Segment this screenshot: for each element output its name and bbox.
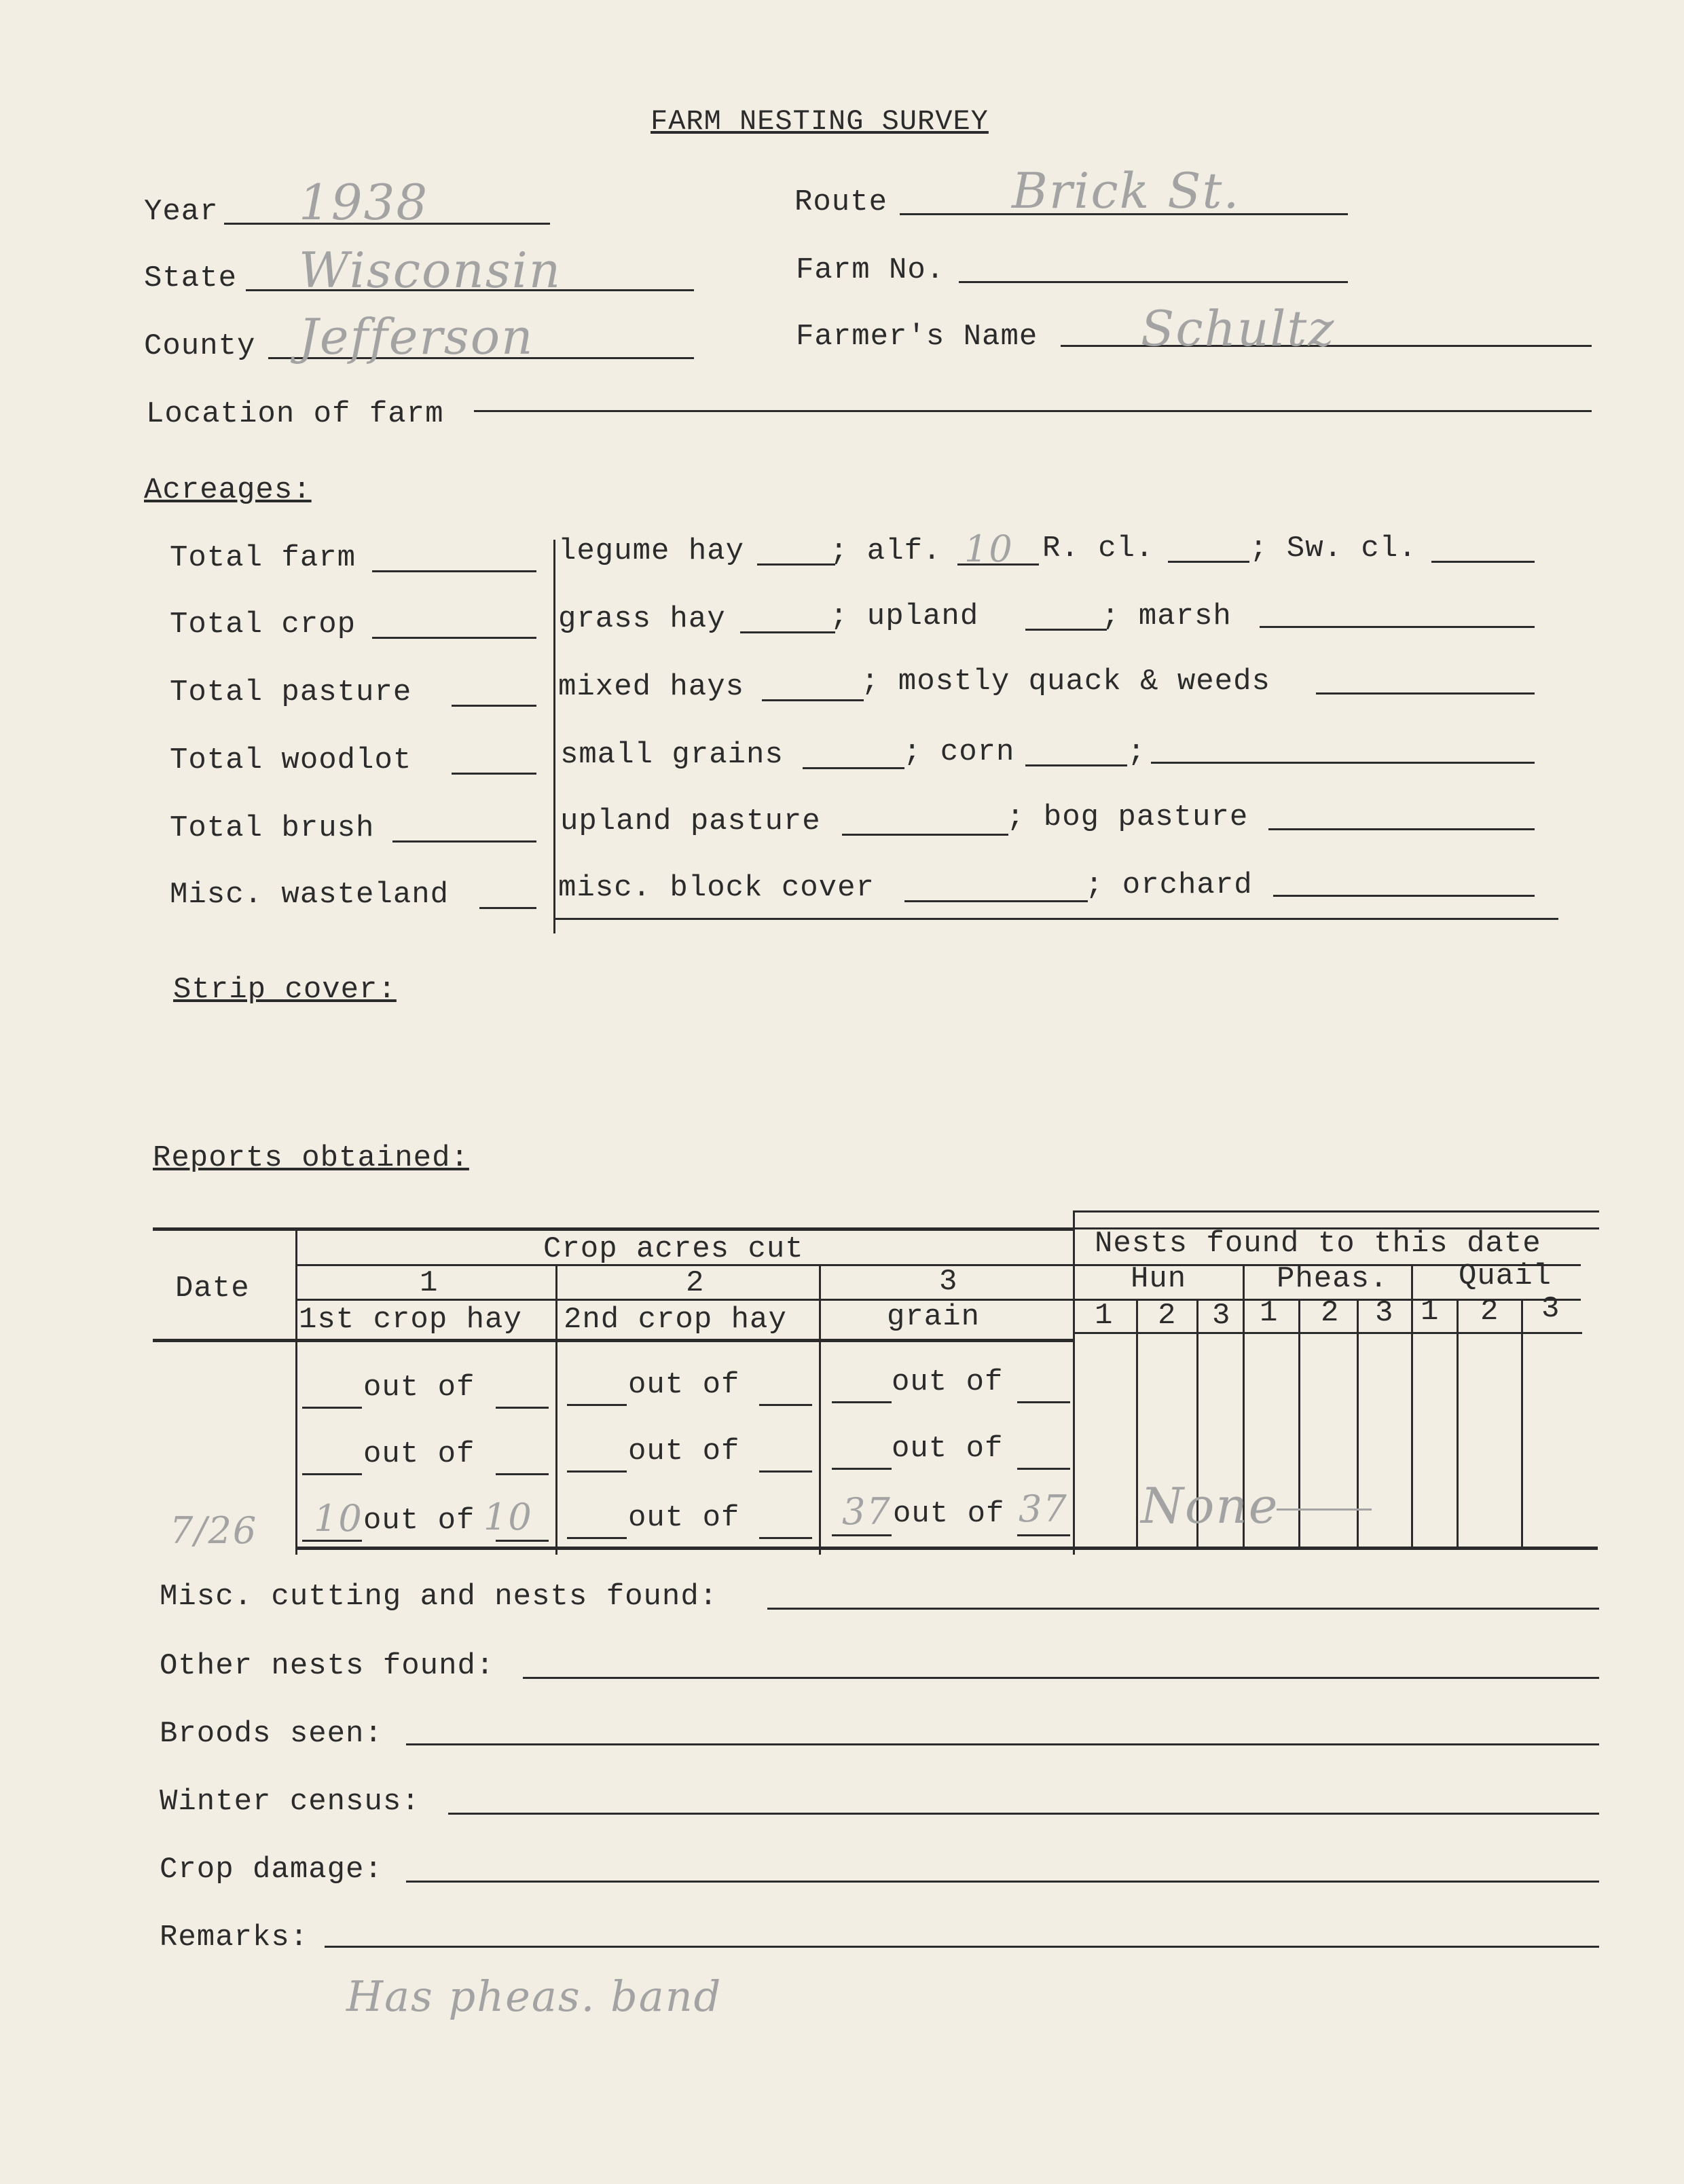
farm-no-line [959, 281, 1348, 283]
acreage-blank-line [372, 637, 536, 639]
table-top-rule-right [1073, 1210, 1599, 1213]
acreage-bottom-rule [553, 918, 1558, 920]
col1-name: 1st crop hay [299, 1303, 522, 1337]
date-header: Date [175, 1272, 250, 1306]
crop-damage-label: Crop damage: [160, 1853, 383, 1887]
winter-census-line [448, 1813, 1599, 1815]
table-header-bottom-rule-2 [1073, 1332, 1582, 1334]
acreage-blank-line [452, 773, 536, 775]
county-label: County [144, 329, 256, 363]
out-of-label: out of [363, 1437, 475, 1471]
county-value: Jefferson [299, 308, 534, 365]
blank-total [496, 1540, 549, 1542]
quail-3: 3 [1541, 1292, 1560, 1326]
table-vline [1073, 1212, 1075, 1555]
table-vline [1521, 1299, 1523, 1547]
pheas-3: 3 [1375, 1296, 1394, 1330]
col2-num: 2 [686, 1266, 705, 1300]
acreage-blank-line [1168, 561, 1249, 563]
species-hun: Hun [1131, 1262, 1187, 1296]
table-vline [555, 1264, 557, 1555]
grass-hay-label: grass hay [558, 602, 726, 636]
blank-total [496, 1473, 549, 1475]
acreage-blank-line [392, 840, 536, 843]
reports-heading: Reports obtained: [153, 1141, 469, 1175]
out-of-label: out of [628, 1501, 740, 1535]
remarks-label: Remarks: [160, 1921, 309, 1955]
out-of-label: out of [892, 1365, 1004, 1399]
location-label: Location of farm [146, 397, 444, 431]
other-nests-line [523, 1677, 1599, 1679]
blank-cut [567, 1404, 627, 1406]
acreage-blank-line [1025, 629, 1107, 631]
row4-semicolon: ; [1127, 735, 1146, 769]
acreage-blank-line [757, 563, 835, 566]
misc-cutting-line [767, 1608, 1599, 1610]
species-quail: Quail [1459, 1259, 1552, 1293]
alf-label: ; alf. [830, 534, 942, 568]
year-label: Year [144, 195, 219, 229]
acreage-blank-line [842, 834, 1008, 836]
out-of-label: out of [363, 1504, 475, 1538]
table-vline [819, 1264, 821, 1555]
corn-label: ; corn [903, 735, 1015, 769]
table-vline [295, 1229, 297, 1555]
route-value: Brick St. [1012, 162, 1241, 219]
row3-date: 7/26 [170, 1509, 258, 1552]
acreage-blank-line [1151, 762, 1535, 764]
acreage-blank-line [904, 900, 1088, 902]
alf-value: 10 [964, 528, 1014, 570]
broods-label: Broods seen: [160, 1717, 383, 1751]
quack-weeds-label: ; mostly quack & weeds [861, 665, 1270, 699]
blank-cut [832, 1468, 892, 1470]
pheas-1: 1 [1260, 1296, 1279, 1330]
blank-cut [302, 1473, 362, 1475]
blank-total [496, 1407, 549, 1409]
acreage-total-crop: Total crop [170, 608, 356, 642]
blank-cut [832, 1401, 892, 1403]
nests-note: None [1141, 1477, 1279, 1534]
hun-2: 2 [1158, 1299, 1177, 1333]
acreage-blank-line [1316, 692, 1535, 695]
acreage-total-woodlot: Total woodlot [170, 743, 412, 777]
acreage-blank-line [1431, 561, 1535, 563]
misc-cutting-label: Misc. cutting and nests found: [160, 1580, 718, 1614]
row3-col3-cut: 37 [842, 1490, 892, 1533]
nests-note-stroke [1277, 1509, 1372, 1511]
state-label: State [144, 261, 238, 295]
acreage-blank-line [1268, 828, 1535, 830]
col3-name: grain [887, 1300, 981, 1334]
red-clover-label: R. cl. [1042, 532, 1154, 566]
table-top-rule [153, 1227, 1073, 1231]
route-label: Route [794, 185, 888, 219]
hun-3: 3 [1212, 1299, 1231, 1333]
nests-header: Nests found to this date [1095, 1227, 1541, 1261]
blank-cut [302, 1540, 362, 1542]
blank-total [759, 1470, 812, 1473]
crop-acres-header: Crop acres cut [543, 1232, 804, 1266]
acreage-misc-wasteland: Misc. wasteland [170, 878, 450, 912]
strip-cover-label: Strip cover: [173, 973, 397, 1007]
blank-cut [832, 1534, 892, 1536]
table-vline [1136, 1299, 1138, 1547]
other-nests-label: Other nests found: [160, 1649, 495, 1683]
col3-num: 3 [939, 1265, 958, 1299]
out-of-label: out of [628, 1435, 740, 1468]
farmer-value: Schultz [1141, 300, 1336, 357]
acreage-blank-line [803, 767, 904, 769]
out-of-label: out of [628, 1368, 740, 1402]
acreage-total-pasture: Total pasture [170, 675, 412, 709]
blank-cut [567, 1470, 627, 1473]
quail-1: 1 [1421, 1295, 1440, 1329]
blank-total [1017, 1468, 1070, 1470]
mixed-hays-label: mixed hays [558, 670, 745, 704]
pheas-2: 2 [1321, 1296, 1340, 1330]
acreage-blank-line [1025, 764, 1127, 766]
table-bottom-rule [297, 1547, 1598, 1550]
upland-pasture-label: upland pasture [560, 804, 821, 838]
row3-col1-total: 10 [483, 1496, 533, 1538]
row3-col1-cut: 10 [314, 1497, 363, 1540]
crop-damage-line [406, 1881, 1599, 1883]
acreage-blank-line [372, 570, 536, 572]
form-title: FARM NESTING SURVEY [651, 105, 989, 138]
winter-census-label: Winter census: [160, 1785, 420, 1819]
acreage-blank-line [1273, 895, 1535, 897]
table-vline [1411, 1264, 1413, 1547]
farm-no-label: Farm No. [796, 253, 945, 287]
year-value: 1938 [299, 174, 429, 231]
quail-2: 2 [1480, 1295, 1499, 1329]
acreage-blank-line [740, 631, 835, 633]
row3-col3-total: 37 [1019, 1487, 1068, 1530]
farmer-label: Farmer's Name [796, 320, 1038, 354]
blank-cut [302, 1407, 362, 1409]
blank-total [1017, 1534, 1070, 1536]
col2-name: 2nd crop hay [564, 1303, 787, 1337]
table-vline [1457, 1299, 1459, 1547]
upland-label: ; upland [830, 599, 979, 633]
table-header-bottom-rule [153, 1339, 1073, 1342]
blank-cut [567, 1537, 627, 1539]
hun-1: 1 [1095, 1299, 1114, 1333]
acreage-total-farm: Total farm [170, 541, 356, 575]
bog-pasture-label: ; bog pasture [1006, 800, 1249, 834]
acreage-total-brush: Total brush [170, 811, 375, 845]
location-line [474, 410, 1592, 412]
sweet-clover-label: ; Sw. cl. [1249, 532, 1417, 566]
acreage-divider [553, 540, 555, 933]
orchard-label: ; orchard [1085, 868, 1253, 902]
out-of-label: out of [363, 1371, 475, 1405]
acreage-blank-line [452, 705, 536, 707]
species-pheas: Pheas. [1277, 1262, 1389, 1296]
acreage-blank-line [762, 699, 864, 701]
remarks-line [325, 1946, 1599, 1948]
marsh-label: ; marsh [1101, 599, 1232, 633]
col1-num: 1 [420, 1266, 439, 1300]
blank-total [1017, 1401, 1070, 1403]
broods-line [406, 1743, 1599, 1745]
block-cover-label: misc. block cover [558, 871, 875, 905]
acreage-blank-line [479, 907, 536, 909]
legume-hay-label: legume hay [558, 534, 745, 568]
acreage-blank-line [1260, 626, 1535, 628]
out-of-label: out of [893, 1497, 1005, 1531]
remarks-value: Has pheas. band [346, 1972, 722, 2021]
acreages-heading: Acreages: [144, 473, 312, 507]
small-grains-label: small grains [560, 738, 784, 772]
blank-total [759, 1537, 812, 1539]
blank-total [759, 1404, 812, 1406]
state-value: Wisconsin [299, 242, 562, 299]
out-of-label: out of [892, 1432, 1004, 1466]
